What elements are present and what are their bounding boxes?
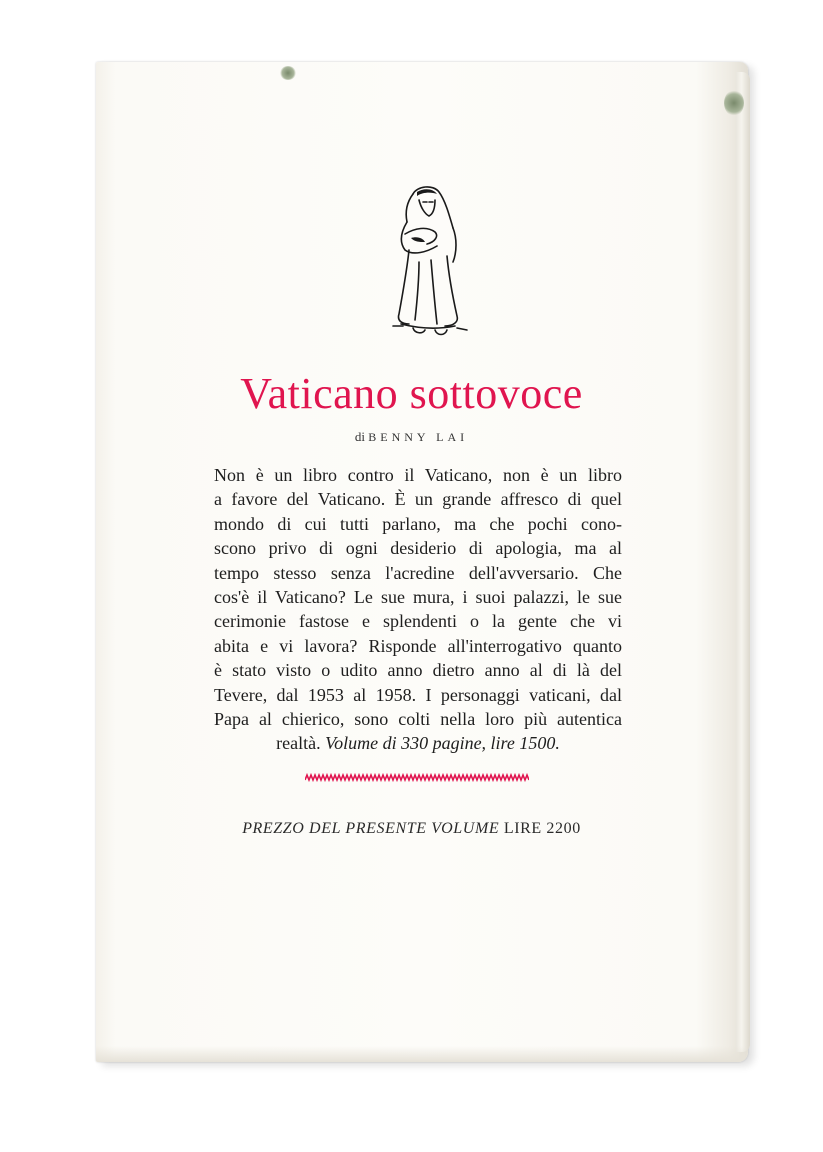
wear-spot (280, 66, 296, 80)
blurb-line: è stato visto o udito anno dietro anno al di là del (214, 660, 622, 681)
blurb-line: Non è un libro contro il Vaticano, non è un libro (214, 465, 622, 485)
byline (0, 428, 823, 446)
volume-info: Volume di 330 pagine, lire 1500. (325, 733, 560, 754)
blurb-line: a favore del Vaticano. È un grande affresco di quel (214, 489, 622, 510)
author-name: BENNY LAI (368, 430, 469, 444)
price-line (0, 818, 823, 840)
price-label: PREZZO DEL PRESENTE VOLUME (242, 820, 500, 837)
price-value: LIRE 2200 (503, 820, 581, 837)
blurb-line: abita e vi lavora? Risponde all'interrogativo quanto (214, 635, 622, 656)
page-edge (736, 72, 750, 1052)
blurb-line: Tevere, dal 1953 al 1958. I personaggi vaticani, dal (214, 684, 622, 705)
blurb-line: mondo di cui tutti parlano, ma che pochi cono- (214, 513, 622, 534)
blurb-last-plain: realtà. (276, 733, 321, 754)
blurb-line: cos'è il Vaticano? Le sue mura, i suoi palazzi, le sue (214, 587, 622, 608)
blurb-line: cerimonie fastose e splendenti o la gente che vi (214, 611, 622, 632)
blurb-line: scono privo di ogni desiderio di apologia, ma al (214, 538, 622, 559)
monk-figure-icon (383, 180, 473, 342)
bottom-edge (96, 1046, 748, 1062)
blurb-last-line (214, 731, 622, 755)
byline-prefix: di (354, 429, 365, 444)
decorative-zigzag-divider (305, 772, 529, 784)
blurb (214, 463, 622, 756)
blurb-line: tempo stesso senza l'acredine dell'avversario. Che (214, 562, 622, 583)
wear-spot (724, 90, 744, 116)
blurb-line: Papa al chierico, sono colti nella loro più autentica (214, 709, 622, 730)
book-title: Vaticano sottovoce (240, 369, 583, 418)
